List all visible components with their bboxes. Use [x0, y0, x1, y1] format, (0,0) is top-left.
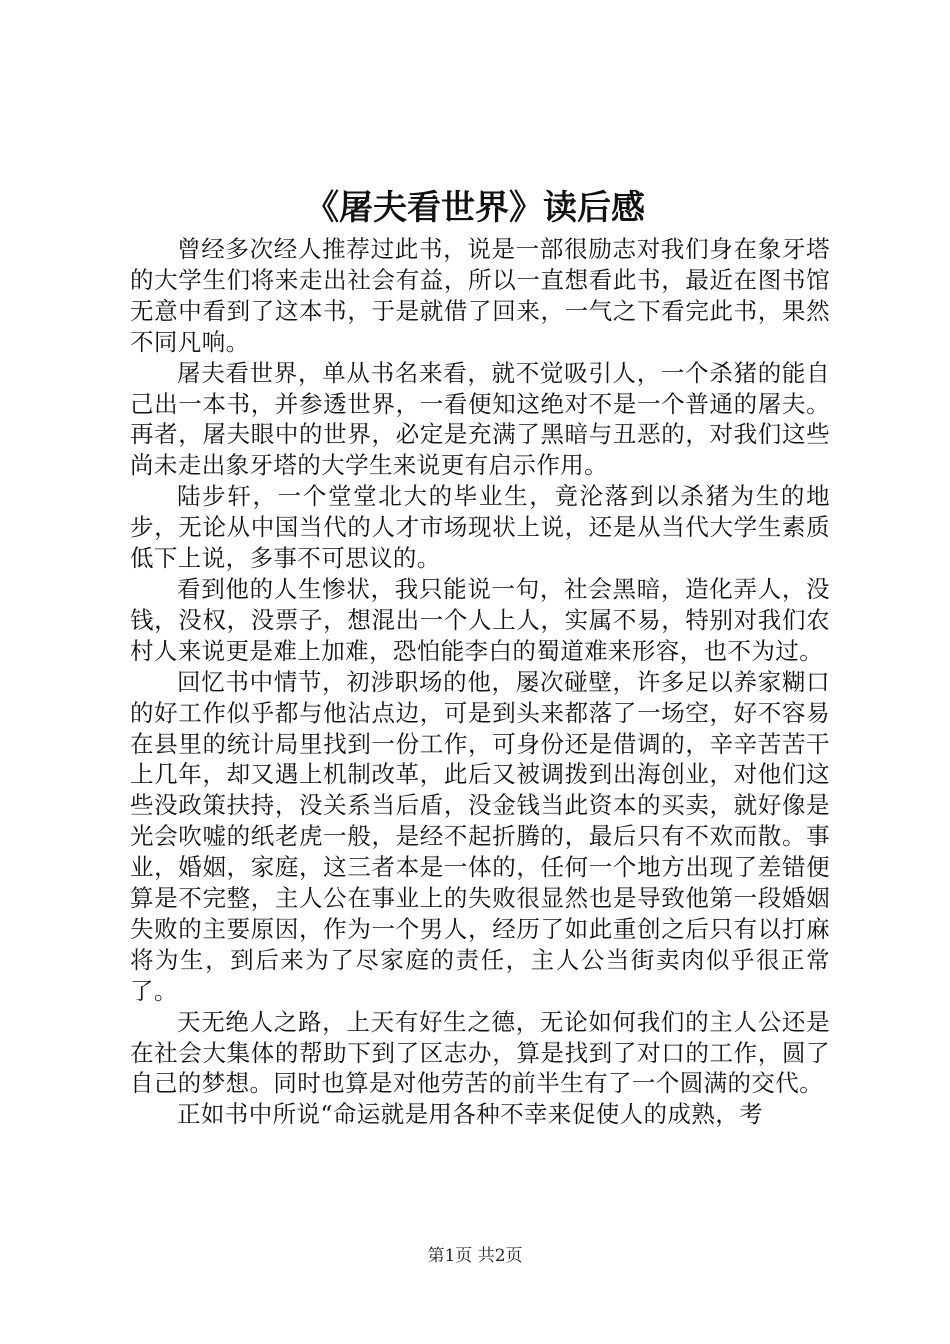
paragraph: 天无绝人之路，上天有好生之德，无论如何我们的主人公还是在社会大集体的帮助下到了区志办，算是找到了对口的工作，圆了自己的梦想。同时也算是对他劳苦的前半生有了一个圆满的交代。	[130, 1007, 830, 1098]
paragraph: 陆步轩，一个堂堂北大的毕业生，竟沦落到以杀猪为生的地步，无论从中国当代的人才市场现状上说，还是从当代大学生素质低下上说，多事不可思议的。	[130, 482, 830, 573]
paragraph: 回忆书中情节，初涉职场的他，屡次碰壁，许多足以养家糊口的好工作似乎都与他沾点边，可是到头来都落了一场空，好不容易在县里的统计局里找到一份工作，可身份还是借调的，辛辛苦苦干上几年，却又遇上机制改革，此后又被调拨到出海创业，对他们这些没政策扶持，没关系当后盾，没金钱当此资本的买卖，就好像是光会吹嘘的纸老虎一般，是经不起折腾的，最后只有不欢而散。事业，婚姻，家庭，这三者本是一体的，任何一个地方出现了差错便算是不完整，主人公在事业上的失败很显然也是导致他第一段婚姻失败的主要原因，作为一个男人，经历了如此重创之后只有以打麻将为生，到后来为了尽家庭的责任，主人公当街卖肉似乎很正常了。	[130, 667, 830, 1005]
paragraph: 屠夫看世界，单从书名来看，就不觉吸引人，一个杀猪的能自己出一本书，并参透世界，一看便知这绝对不是一个普通的屠夫。再者，屠夫眼中的世界，必定是充满了黑暗与丑恶的，对我们这些尚未走出象牙塔的大学生来说更有启示作用。	[130, 358, 830, 480]
paragraph: 曾经多次经人推荐过此书，说是一部很励志对我们身在象牙塔的大学生们将来走出社会有益，所以一直想看此书，最近在图书馆无意中看到了这本书，于是就借了回来，一气之下看完此书，果然不同凡响。	[130, 235, 830, 356]
paragraph: 看到他的人生惨状，我只能说一句，社会黑暗，造化弄人，没钱，没权，没票子，想混出一个人上人，实属不易，特别对我们农村人来说更是难上加难，恐怕能李白的蜀道难来形容，也不为过。	[130, 574, 830, 665]
document-title: 《屠夫看世界》读后感	[305, 188, 645, 228]
page-footer: 第1页 共2页	[427, 1246, 523, 1266]
paragraph: 正如书中所说“命运就是用各种不幸来促使人的成熟，考	[177, 1100, 764, 1129]
document-body	[130, 234, 830, 1130]
